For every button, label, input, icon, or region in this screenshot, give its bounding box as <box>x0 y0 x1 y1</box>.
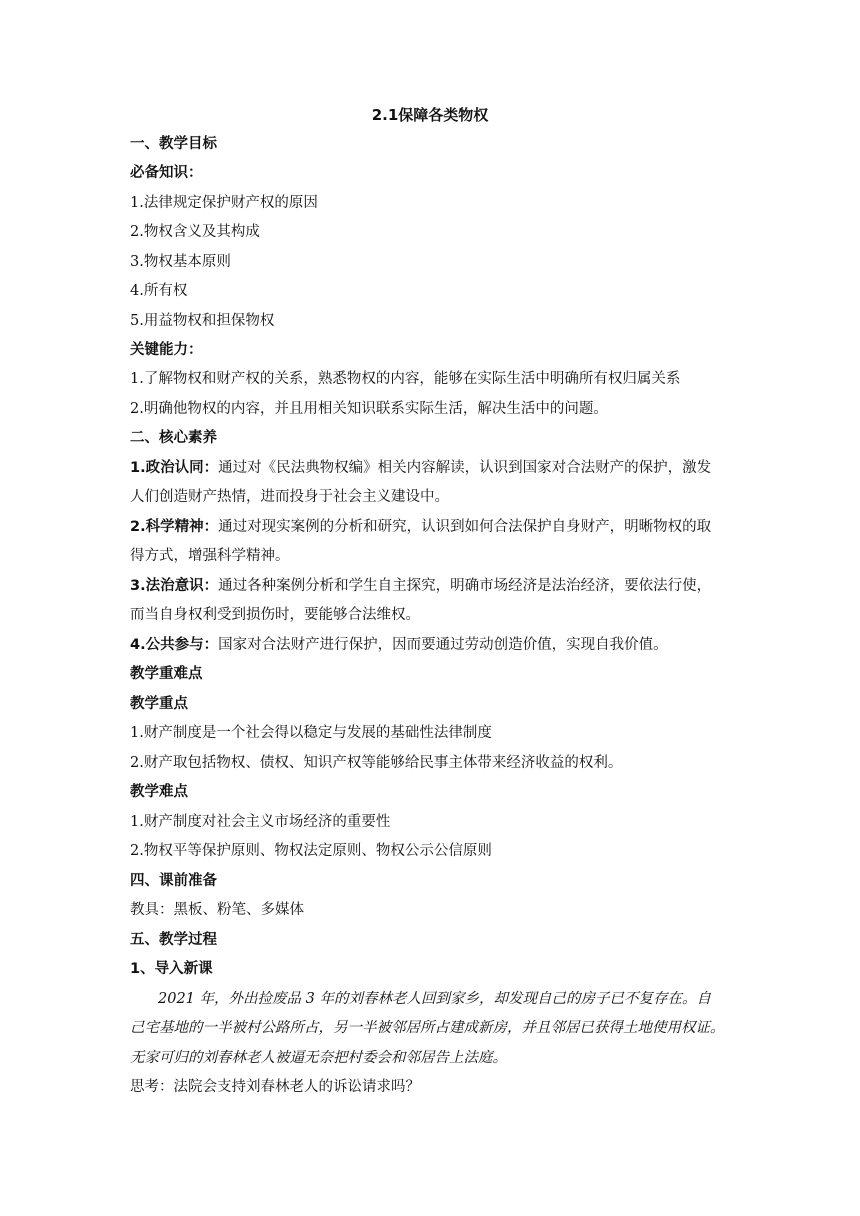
subheading-knowledge: 必备知识： <box>130 165 203 181</box>
subheading-difficulty: 教学难点 <box>130 784 188 800</box>
literacy-item-1 <box>130 458 730 478</box>
section-heading-preparation: 四、课前准备 <box>130 873 217 889</box>
knowledge-item: 1.法律规定保护财产权的原因 <box>130 195 318 211</box>
difficulty-item: 1.财产制度对社会主义市场经济的重要性 <box>130 814 391 830</box>
focus-item: 2.财产取包括物权、债权、知识产权等能够给民事主体带来经济收益的权利。 <box>130 755 623 771</box>
knowledge-item: 4.所有权 <box>130 283 188 299</box>
difficulty-item: 2.物权平等保护原则、物权法定原则、物权公示公信原则 <box>130 843 492 859</box>
think-question: 思考：法院会支持刘春林老人的诉讼请求吗？ <box>130 1079 420 1095</box>
ability-item: 1.了解物权和财产权的关系，熟悉物权的内容，能够在实际生活中明确所有权归属关系 <box>130 371 681 387</box>
section-heading-literacy: 二、核心素养 <box>130 430 217 446</box>
literacy-text: 通过对现实案例的分析和研究，认识到如何合法保护自身财产，明晰物权的取 <box>218 519 712 535</box>
tools-text: 教具：黑板、粉笔、多媒体 <box>130 902 304 918</box>
subheading-ability: 关键能力： <box>130 342 203 358</box>
focus-item: 1.财产制度是一个社会得以稳定与发展的基础性法律制度 <box>130 725 492 741</box>
page-title: 2.1保障各类物权 <box>371 106 489 124</box>
section-heading-process: 五、教学过程 <box>130 932 217 948</box>
knowledge-item: 3.物权基本原则 <box>130 254 231 270</box>
subheading-focus: 教学重点 <box>130 696 188 712</box>
literacy-lead: 4.公共参与： <box>130 637 219 653</box>
subheading-intro: 1、导入新课 <box>130 961 213 977</box>
literacy-item-4 <box>130 635 730 655</box>
literacy-item-3-cont: 而当自身权利受到损伤时，要能够合法维权。 <box>130 607 420 623</box>
literacy-item-1-cont: 人们创造财产热情，进而投身于社会主义建设中。 <box>130 489 449 505</box>
story-line: 己宅基地的一半被村公路所占，另一半被邻居所占建成新房，并且邻居已获得土地使用权证。 <box>130 1020 725 1036</box>
literacy-lead: 3.法治意识： <box>130 578 219 594</box>
literacy-text: 国家对合法财产进行保护，因而要通过劳动创造价值，实现自我价值。 <box>218 637 668 653</box>
section-heading-key-points: 教学重难点 <box>130 666 203 682</box>
story-line: 2021 年，外出捡废品 3 年的刘春林老人回到家乡，却发现自己的房子已不复存在。自 <box>158 991 711 1007</box>
literacy-text: 通过对《民法典物权编》相关内容解读，认识到国家对合法财产的保护，激发 <box>218 460 712 476</box>
section-heading-objectives: 一、教学目标 <box>130 136 217 152</box>
ability-item: 2.明确他物权的内容，并且用相关知识联系实际生活，解决生活中的问题。 <box>130 401 608 417</box>
literacy-item-3 <box>130 576 730 596</box>
literacy-item-2-cont: 得方式，增强科学精神。 <box>130 548 290 564</box>
literacy-lead: 2.科学精神： <box>130 519 219 535</box>
story-line: 无家可归的刘春林老人被逼无奈把村委会和邻居告上法庭。 <box>130 1050 507 1066</box>
literacy-text: 通过各种案例分析和学生自主探究，明确市场经济是法治经济，要依法行使， <box>218 578 712 594</box>
knowledge-item: 5.用益物权和担保物权 <box>130 313 275 329</box>
literacy-item-2 <box>130 517 730 537</box>
literacy-lead: 1.政治认同： <box>130 460 219 476</box>
knowledge-item: 2.物权含义及其构成 <box>130 224 260 240</box>
